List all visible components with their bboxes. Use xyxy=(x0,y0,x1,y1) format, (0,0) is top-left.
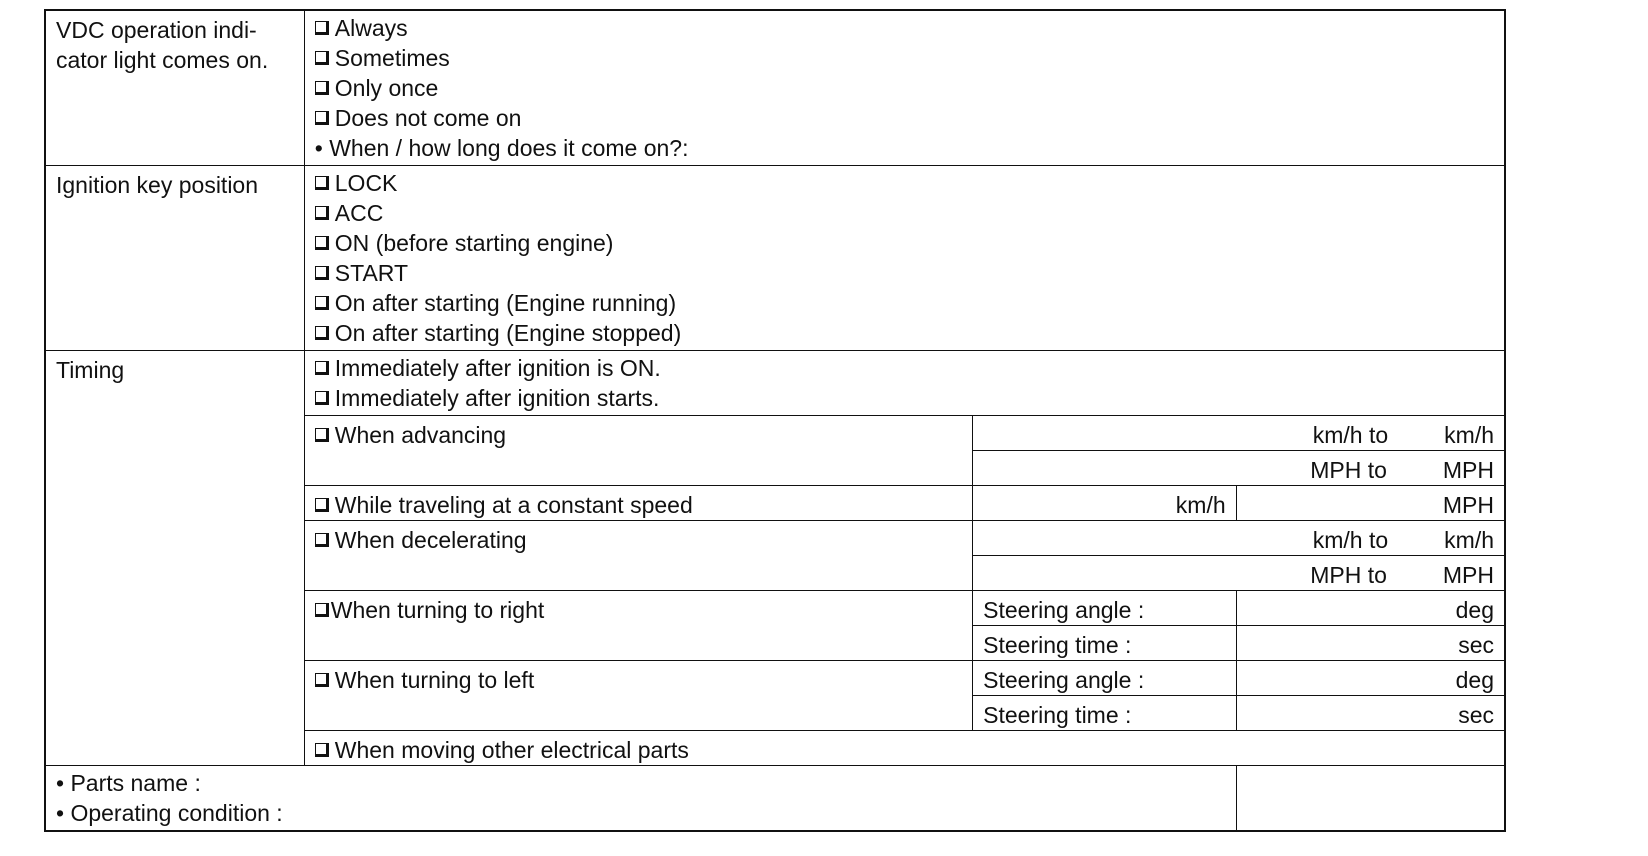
option-label: ACC xyxy=(334,200,384,226)
turn-left-angle-cell[interactable]: deg xyxy=(1236,661,1505,696)
option-label: Does not come on xyxy=(334,105,522,131)
checkbox-icon[interactable] xyxy=(315,743,329,757)
advancing-kmh-cell[interactable] xyxy=(973,416,1505,451)
option-on-engine-stopped[interactable] xyxy=(315,318,1494,348)
turn-right-time-cell[interactable]: sec xyxy=(1236,626,1505,661)
turn-right-time-label: Steering time : xyxy=(973,626,1237,661)
turn-left-angle-label: Steering angle : xyxy=(973,661,1237,696)
option-label: When turning to right xyxy=(330,597,545,623)
checkbox-icon[interactable] xyxy=(315,361,329,375)
parts-details-row xyxy=(45,766,1505,832)
option-label: Sometimes xyxy=(334,45,450,71)
advancing-mph-cell[interactable] xyxy=(973,451,1505,486)
unit-mph: MPH xyxy=(1442,457,1494,483)
option-electrical-parts[interactable] xyxy=(304,731,1505,766)
option-on-before-start[interactable] xyxy=(315,228,1494,258)
unit-kmh-to: km/h to xyxy=(1312,422,1389,448)
checkbox-icon[interactable] xyxy=(315,428,329,442)
checkbox-icon[interactable] xyxy=(315,51,329,65)
checkbox-icon[interactable] xyxy=(315,391,329,405)
ignition-key-label: Ignition key position xyxy=(45,166,304,351)
option-label: On after starting (Engine stopped) xyxy=(334,320,682,346)
option-label: When decelerating xyxy=(334,527,527,553)
unit-mph-to: MPH to xyxy=(1310,457,1387,483)
checkbox-icon[interactable] xyxy=(315,266,329,280)
checkbox-icon[interactable] xyxy=(315,236,329,250)
checkbox-icon[interactable] xyxy=(315,498,329,512)
operating-condition-label: • Operating condition : xyxy=(56,800,283,826)
turn-right-angle-cell[interactable]: deg xyxy=(1236,591,1505,626)
unit-kmh: km/h xyxy=(1444,527,1494,553)
parts-name-label: • Parts name : xyxy=(56,770,201,796)
option-label: LOCK xyxy=(334,170,398,196)
option-label: ON (before starting engine) xyxy=(334,230,614,256)
option-label: START xyxy=(334,260,409,286)
option-sometimes[interactable] xyxy=(315,43,1494,73)
option-label: When advancing xyxy=(334,422,507,448)
option-label: Only once xyxy=(334,75,439,101)
checkbox-icon[interactable] xyxy=(315,81,329,95)
option-always[interactable] xyxy=(315,13,1494,43)
ignition-key-options xyxy=(304,166,1505,351)
option-when-advancing[interactable] xyxy=(304,416,972,486)
unit-mph: MPH xyxy=(1442,562,1494,588)
diagnostic-worksheet-table xyxy=(44,9,1506,832)
option-only-once[interactable] xyxy=(315,73,1494,103)
unit-kmh: km/h xyxy=(1444,422,1494,448)
turn-left-time-label: Steering time : xyxy=(973,696,1237,731)
when-how-long-note: • When / how long does it come on?: xyxy=(314,135,689,161)
option-immediately-ignition-on[interactable] xyxy=(315,353,1494,383)
checkbox-icon[interactable] xyxy=(315,533,329,547)
checkbox-icon[interactable] xyxy=(315,326,329,340)
option-when-decelerating[interactable] xyxy=(304,521,972,591)
constant-mph-cell[interactable]: MPH xyxy=(1236,486,1505,521)
ignition-key-row xyxy=(45,166,1505,351)
checkbox-icon[interactable] xyxy=(315,176,329,190)
option-label: On after starting (Engine running) xyxy=(334,290,677,316)
parts-details-cell[interactable] xyxy=(45,766,1236,832)
unit-mph-to: MPH to xyxy=(1310,562,1387,588)
decelerating-mph-cell[interactable] xyxy=(973,556,1505,591)
option-turn-right[interactable] xyxy=(304,591,972,661)
vdc-indicator-options xyxy=(304,10,1505,166)
option-label: Immediately after ignition starts. xyxy=(334,385,660,411)
option-label: While traveling at a constant speed xyxy=(334,492,693,518)
option-label: Immediately after ignition is ON. xyxy=(334,355,661,381)
timing-label: Timing xyxy=(45,351,304,766)
decelerating-kmh-cell[interactable] xyxy=(973,521,1505,556)
vdc-indicator-row xyxy=(45,10,1505,166)
checkbox-icon[interactable] xyxy=(315,673,329,687)
vdc-indicator-label xyxy=(45,10,304,166)
option-does-not-come-on[interactable] xyxy=(315,103,1494,133)
vdc-indicator-label-text: VDC operation indi-cator light comes on. xyxy=(56,17,269,73)
option-start[interactable] xyxy=(315,258,1494,288)
unit-kmh-to: km/h to xyxy=(1312,527,1389,553)
option-immediately-ignition-starts[interactable] xyxy=(315,383,1494,413)
checkbox-icon[interactable] xyxy=(315,21,329,35)
option-acc[interactable] xyxy=(315,198,1494,228)
timing-row-top xyxy=(45,351,1505,416)
checkbox-icon[interactable] xyxy=(315,206,329,220)
checkbox-icon[interactable] xyxy=(315,296,329,310)
option-label: When moving other electrical parts xyxy=(334,737,689,763)
checkbox-icon[interactable] xyxy=(315,603,329,617)
option-label: Always xyxy=(334,15,408,41)
constant-kmh-cell[interactable]: km/h xyxy=(973,486,1237,521)
option-turn-left[interactable] xyxy=(304,661,972,731)
option-constant-speed[interactable] xyxy=(304,486,972,521)
checkbox-icon[interactable] xyxy=(315,111,329,125)
option-on-engine-running[interactable] xyxy=(315,288,1494,318)
turn-right-angle-label: Steering angle : xyxy=(973,591,1237,626)
turn-left-time-cell[interactable]: sec xyxy=(1236,696,1505,731)
timing-top-options xyxy=(304,351,1505,416)
option-lock[interactable] xyxy=(315,168,1494,198)
option-label: When turning to left xyxy=(334,667,535,693)
